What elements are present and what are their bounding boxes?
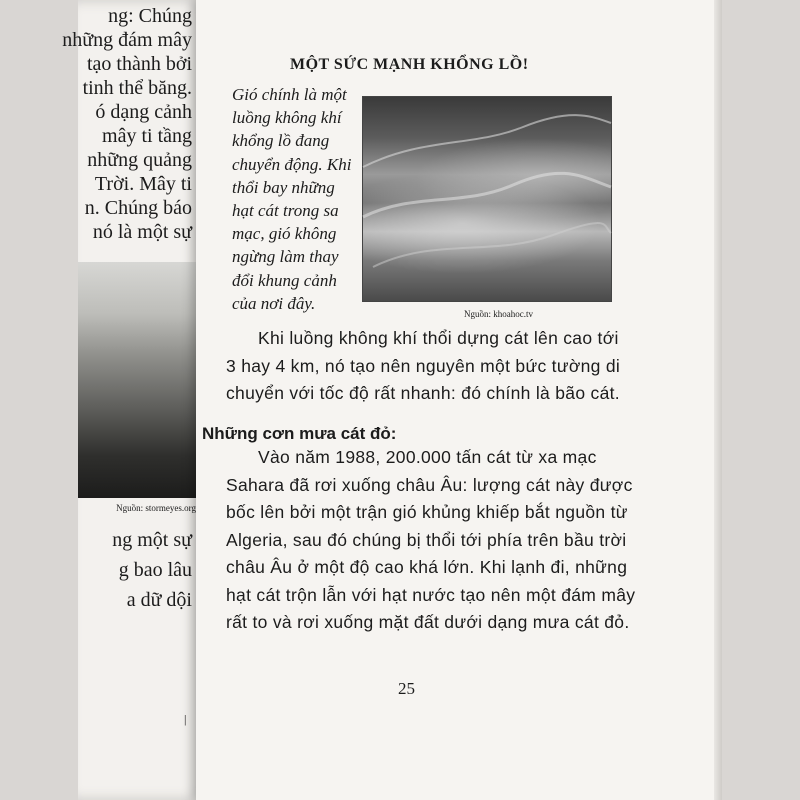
- page-title: MỘT SỨC MẠNH KHỔNG LỒ!: [290, 56, 529, 73]
- left-text-line: a dữ dội: [126, 589, 192, 611]
- storm-cloud-photo: [78, 262, 198, 498]
- intro-line: khổng lồ đang: [232, 131, 330, 151]
- section-heading: Những cơn mưa cát đỏ:: [202, 424, 397, 443]
- left-text-line: Trời. Mây ti: [94, 173, 192, 195]
- paragraph-line: Sahara đã rơi xuống châu Âu: lượng cát này được: [226, 474, 633, 495]
- margin-mark: |: [184, 712, 187, 726]
- intro-line: Gió chính là một: [232, 85, 347, 104]
- left-text-line: những quảng: [87, 149, 192, 171]
- paragraph-line: châu Âu ở một độ cao khá lớn. Khi lạnh đi, những: [226, 557, 628, 577]
- paragraph-line: bốc lên bởi một trận gió khủng khiếp bắt nguồn từ: [226, 502, 628, 522]
- left-text-line: g bao lâu: [118, 559, 192, 581]
- paragraph-line: hạt cát trộn lẫn với hạt nước tạo nên một đám mây: [226, 584, 636, 605]
- intro-line: thổi bay những: [232, 177, 335, 197]
- left-text-line: nó là một sự: [92, 221, 192, 243]
- intro-line: luồng không khí: [232, 108, 342, 128]
- intro-line: chuyển động. Khi: [232, 154, 352, 174]
- previous-page: [62, 0, 210, 800]
- left-text-line: ó dạng cảnh: [95, 101, 192, 123]
- intro-line: của nơi đây.: [232, 293, 316, 313]
- paragraph-line: chuyển với tốc độ rất nhanh: đó chính là bão cát.: [226, 383, 620, 403]
- paragraph-line: Khi luồng không khí thổi dựng cát lên cao tới: [258, 328, 619, 348]
- paragraph-line: Algeria, sau đó chúng bị thổi tới phía trên bầu trời: [226, 529, 627, 550]
- intro-line: hạt cát trong sa: [232, 201, 339, 221]
- page-edge: [714, 0, 722, 800]
- left-text-line: tạo thành bởi: [87, 53, 192, 75]
- paragraph-line: rất to và rơi xuống mặt đất dưới dạng mưa cát đỏ.: [226, 612, 630, 632]
- left-text-line: ng: Chúng: [108, 5, 192, 27]
- left-text-line: tinh thể băng.: [82, 77, 192, 99]
- intro-text: [232, 83, 382, 315]
- left-text-line: ng một sự: [112, 529, 192, 551]
- page-number: 25: [398, 679, 415, 698]
- paragraph-1: [200, 325, 630, 408]
- photo-credit: Nguồn: khoahoc.tv: [464, 309, 533, 319]
- intro-line: mạc, gió không: [232, 224, 337, 244]
- intro-line: đổi khung cảnh: [232, 270, 337, 290]
- dune-ridges: [363, 97, 611, 301]
- intro-line: ngừng làm thay: [232, 247, 339, 267]
- paragraph-2: [200, 444, 636, 637]
- left-text-line: mây ti tầng: [102, 125, 192, 147]
- left-text-line: n. Chúng báo: [84, 197, 192, 219]
- paragraph-line: 3 hay 4 km, nó tạo nên nguyên một bức tường di: [226, 355, 621, 376]
- left-photo-credit: Nguồn: stormeyes.org: [116, 503, 196, 513]
- desert-dunes-photo: [362, 96, 612, 302]
- paragraph-line: Vào năm 1988, 200.000 tấn cát từ xa mạc: [258, 447, 597, 467]
- left-text-line: những đám mây: [62, 29, 192, 51]
